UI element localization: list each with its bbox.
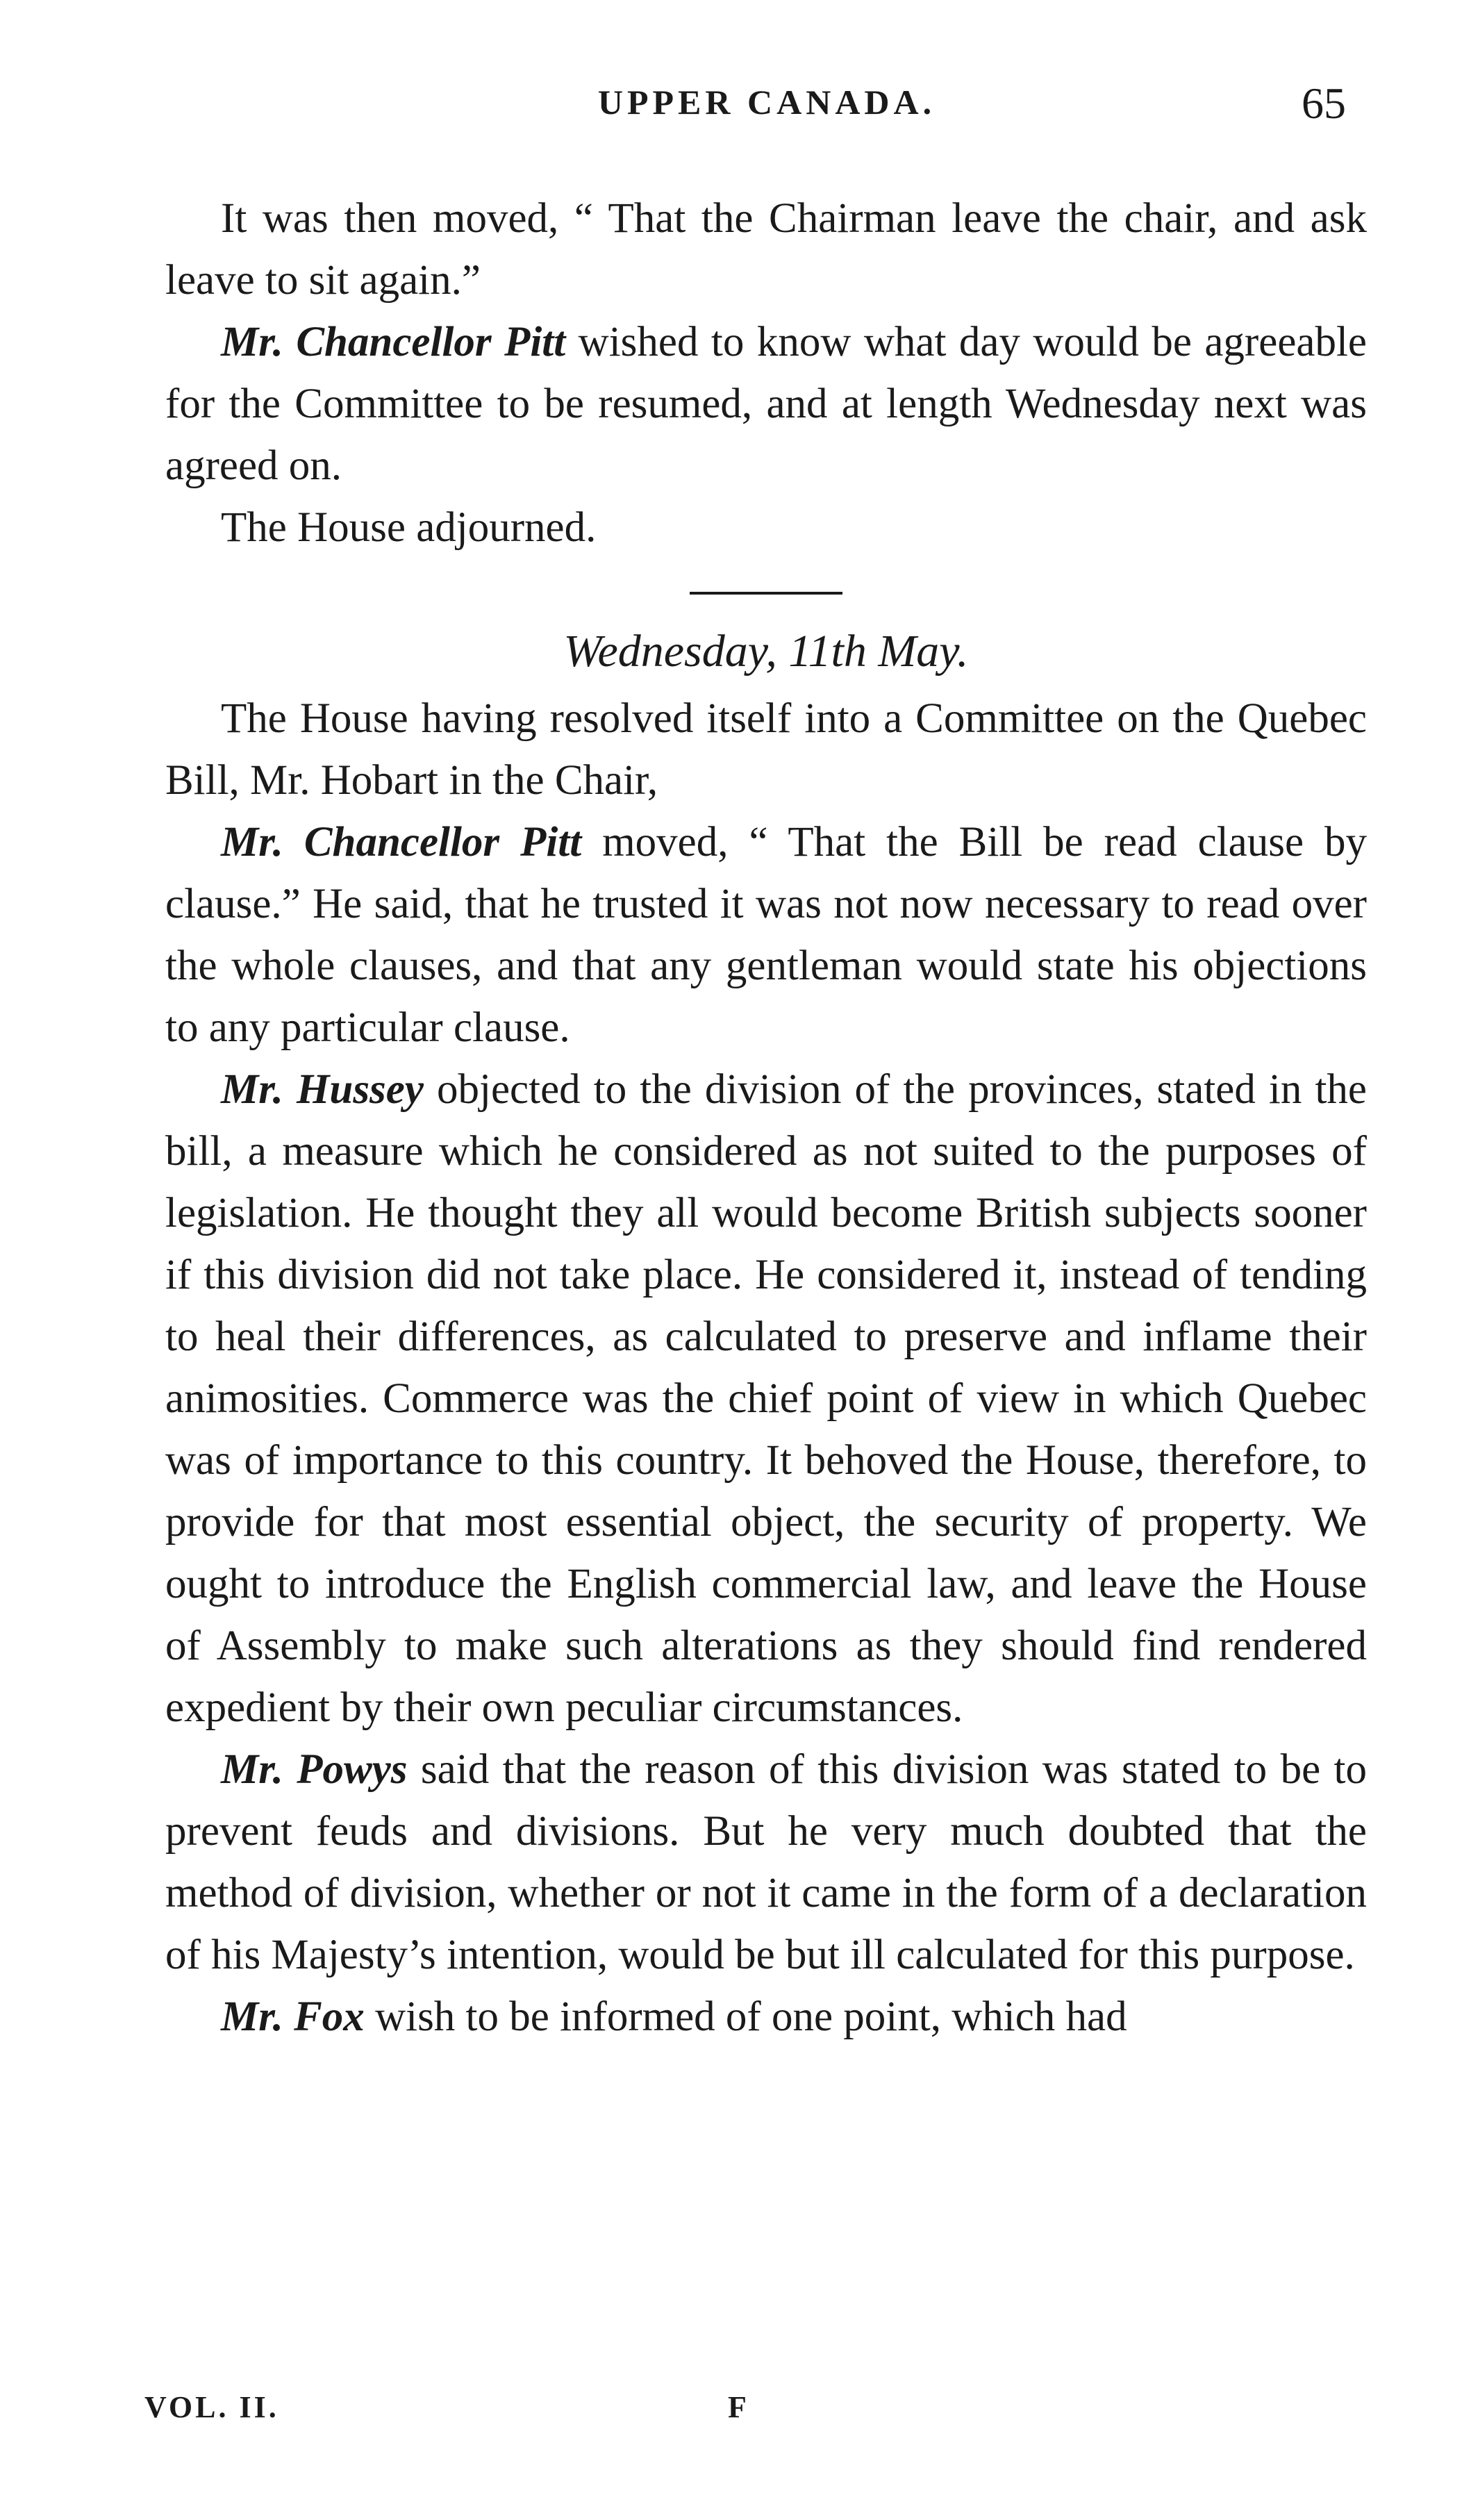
paragraph xyxy=(165,1739,1367,1986)
paragraph-text: said that the reason of this division was stated to be to prevent feuds and divisions. But he very much doubted that the method of division, whether or not it came in the form of a declaration of his Majesty’s intention, would be but ill calculated for this purpose. xyxy=(165,1746,1367,1978)
page-number: 65 xyxy=(1302,78,1346,128)
speaker-name: Mr. Hussey xyxy=(221,1066,424,1113)
paragraph-text: wish to be informed of one point, which had xyxy=(364,1993,1127,2040)
speaker-name: Mr. Fox xyxy=(221,1993,365,2040)
section-divider xyxy=(690,592,842,595)
page-footer xyxy=(144,2389,1367,2438)
volume-label: VOL. II. xyxy=(144,2390,279,2424)
speaker-name: Mr. Chancellor Pitt xyxy=(221,319,566,365)
paragraph xyxy=(165,1986,1367,2048)
paragraph xyxy=(165,811,1367,1059)
paragraph xyxy=(165,497,1367,558)
paragraph-text: objected to the division of the provinces, stated in the bill, a measure which he considered as not suited to the purposes of legislation. He thought they all would become British subjects sooner if this division did not take place. He considered it, instead of tending to heal their differences, as calculated to preserve and inflame their animosities. Commerce was the chief point of view in which Quebec was of importance to this country. It behoved the House, therefore, to provide for that most essential object, the security of property. We ought to introduce the English commercial law, and leave the House of Assembly to make such alterations as they should find rendered expedient by their own peculiar circumstances. xyxy=(165,1066,1367,1731)
paragraph-text: wished to know what day would be agreeable for the Committee to be resumed, and at length Wednesday next was agreed on. xyxy=(165,319,1367,489)
dateline: Wednesday, 11th May. xyxy=(563,626,969,677)
paragraph xyxy=(165,311,1367,497)
paragraph xyxy=(165,1059,1367,1739)
running-head: UPPER CANADA. xyxy=(597,83,936,122)
paragraph-text: The House adjourned. xyxy=(221,504,597,551)
page-body xyxy=(165,188,1367,2048)
paragraph-text: The House having resolved itself into a Committee on the Quebec Bill, Mr. Hobart in the Chair, xyxy=(165,695,1367,804)
signature-mark: F xyxy=(728,2390,749,2424)
page-header xyxy=(188,78,1346,138)
paragraph-text: moved, “ That the Bill be read clause by clause.” He said, that he trusted it was not now necessary to read over the whole clauses, and that any gentleman would state his objections to any particular clause. xyxy=(165,819,1367,1051)
paragraph xyxy=(165,188,1367,311)
speaker-name: Mr. Powys xyxy=(221,1746,408,1793)
paragraph-text: It was then moved, “ That the Chairman leave the chair, and ask leave to sit again.” xyxy=(165,195,1367,304)
speaker-name: Mr. Chancellor Pitt xyxy=(221,819,582,865)
paragraph xyxy=(165,688,1367,811)
